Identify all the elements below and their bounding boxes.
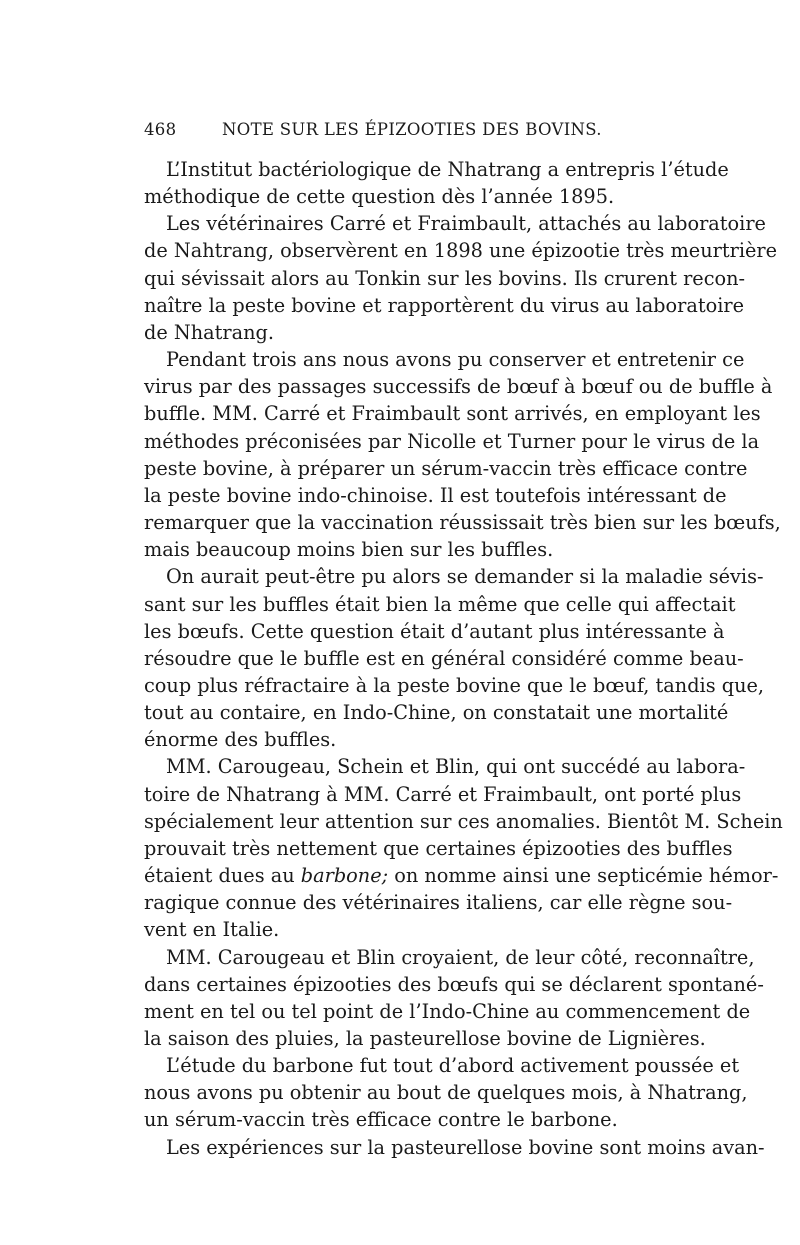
text-line: dans certaines épizooties des bœufs qui se déclarent spontané-	[144, 972, 764, 996]
text-line: toire de Nhatrang à MM. Carré et Fraimbault, ont porté plus	[144, 782, 742, 806]
text-line: qui sévissait alors au Tonkin sur les bovins. Ils crurent recon-	[144, 266, 746, 290]
text-line: résoudre que le buffle est en général considéré comme beau-	[144, 646, 744, 670]
book-page	[144, 120, 783, 1161]
text-line: prouvait très nettement que certaines épizooties des buffles	[144, 836, 733, 860]
text-line: naître la peste bovine et rapportèrent du virus au laboratoire	[144, 293, 744, 317]
text-line: de Nahtrang, observèrent en 1898 une épizootie très meurtrière	[144, 239, 778, 263]
page-header	[144, 120, 681, 144]
text-line: coup plus réfractaire à la peste bovine que le bœuf, tandis que,	[144, 673, 765, 697]
text-line: L’étude du barbone fut tout d’abord activement poussée et	[166, 1054, 740, 1078]
text-line: ragique connue des vétérinaires italiens, car elle règne sou-	[144, 891, 733, 915]
text-line: tout au contaire, en Indo-Chine, on constatait une mortalité	[144, 701, 729, 725]
text-line: virus par des passages successifs de bœuf à bœuf ou de buffle à	[144, 375, 773, 399]
text-line: un sérum-vaccin très efficace contre le barbone.	[144, 1108, 618, 1132]
paragraph	[144, 156, 729, 210]
text-line: On aurait peut-être pu alors se demander si la maladie sévis-	[166, 565, 764, 589]
paragraph	[144, 1134, 765, 1161]
text-line: remarquer que la vaccination réussissait très bien sur les bœufs,	[144, 511, 781, 535]
paragraph	[144, 346, 781, 563]
text-line: buffle. MM. Carré et Fraimbault sont arrivés, en employant les	[144, 402, 761, 426]
text-line: MM. Carougeau, Schein et Blin, qui ont succédé au labora-	[166, 755, 746, 779]
text-line: ment en tel ou tel point de l’Indo-Chine au commencement de	[144, 999, 751, 1023]
text-line: Les vétérinaires Carré et Fraimbault, attachés au laboratoire	[166, 212, 766, 236]
running-title: NOTE SUR LES ÉPIZOOTIES DES BOVINS.	[222, 120, 602, 139]
text-line: énorme des buffles.	[144, 728, 337, 752]
text-line: de Nhatrang.	[144, 320, 275, 344]
page-number: 468	[144, 120, 177, 139]
text-line: étaient dues au barbone; on nomme ainsi une septicémie hémor-	[144, 864, 779, 888]
text-line: les bœufs. Cette question était d’autant plus intéressante à	[144, 619, 725, 643]
text-line: peste bovine, à préparer un sérum-vaccin très efficace contre	[144, 456, 748, 480]
text-line: spécialement leur attention sur ces anomalies. Bientôt M. Schein	[144, 809, 783, 833]
text-line: Les expériences sur la pasteurellose bovine sont moins avan-	[166, 1135, 765, 1159]
text-line: vent en Italie.	[144, 918, 280, 942]
body-text	[144, 156, 783, 1161]
text-line: méthodique de cette question dès l’année 1895.	[144, 185, 615, 209]
paragraph	[144, 210, 778, 346]
text-line: nous avons pu obtenir au bout de quelques mois, à Nhatrang,	[144, 1081, 748, 1105]
text-line: MM. Carougeau et Blin croyaient, de leur côté, reconnaître,	[166, 945, 755, 969]
text-line: la saison des pluies, la pasteurellose bovine de Lignières.	[144, 1027, 706, 1050]
text-line: méthodes préconisées par Nicolle et Turner pour le virus de la	[144, 429, 760, 453]
text-line: mais beaucoup moins bien sur les buffles.	[144, 538, 554, 562]
text-line: L’Institut bactériologique de Nhatrang a entrepris l’étude	[166, 158, 729, 181]
text-line: sant sur les buffles était bien la même que celle qui affectait	[144, 592, 736, 616]
paragraph	[144, 1052, 748, 1133]
paragraph	[144, 753, 783, 943]
paragraph	[144, 563, 765, 753]
paragraph	[144, 944, 764, 1053]
text-line: la peste bovine indo-chinoise. Il est toutefois intéressant de	[144, 483, 727, 507]
text-line: Pendant trois ans nous avons pu conserver et entretenir ce	[166, 348, 745, 372]
